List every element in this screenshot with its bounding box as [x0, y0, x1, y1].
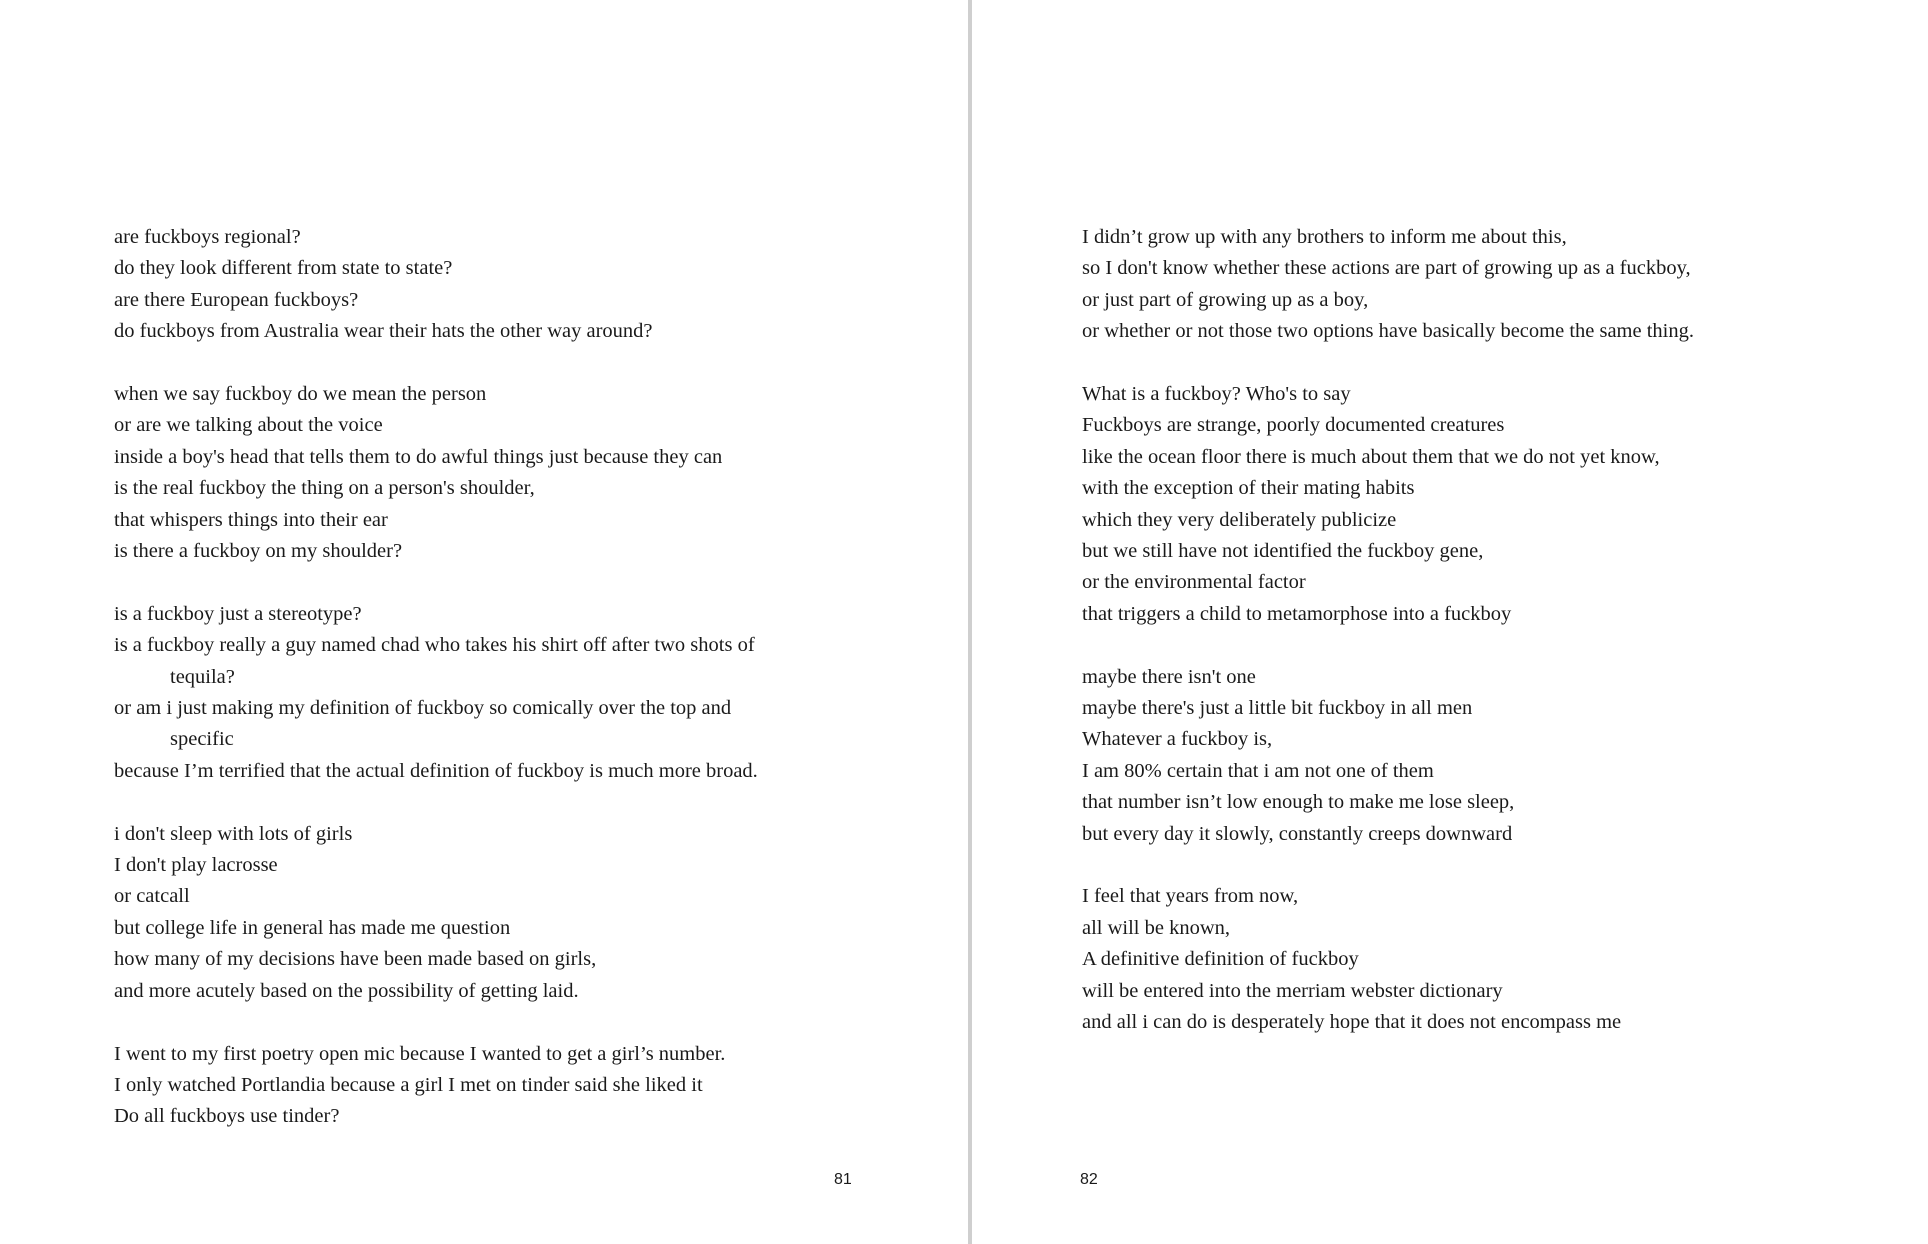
poem-line: or the environmental factor: [1082, 571, 1306, 594]
poem-line: What is a fuckboy? Who's to say: [1082, 383, 1351, 406]
poem-line: I didn’t grow up with any brothers to inform me about this,: [1082, 226, 1567, 248]
poem-stanza: [1082, 379, 1694, 630]
poem-line: or am i just making my definition of fuckboy so comically over the top and: [114, 697, 732, 720]
poem-line: Fuckboys are strange, poorly documented creatures: [1082, 414, 1505, 437]
poem-stanza: [1082, 222, 1694, 348]
poem-line: so I don't know whether these actions are part of growing up as a fuckboy,: [1082, 257, 1691, 280]
poem-line: but college life in general has made me question: [114, 916, 511, 939]
right-page: [972, 0, 1928, 1244]
poem-line: which they very deliberately publicize: [1082, 508, 1397, 531]
poem-line: or catcall: [114, 885, 190, 908]
poem-line: all will be known,: [1082, 916, 1231, 939]
poem-line: I went to my first poetry open mic because I wanted to get a girl’s number.: [114, 1042, 726, 1065]
left-page-text: [114, 222, 758, 1133]
poem-line-continuation: specific: [170, 728, 234, 751]
poem-line: are fuckboys regional?: [114, 226, 301, 248]
poem-line: that number isn’t low enough to make me lose sleep,: [1082, 791, 1515, 814]
poem-line: is the real fuckboy the thing on a person's shoulder,: [114, 477, 535, 500]
poem-line: or whether or not those two options have basically become the same thing.: [1082, 320, 1694, 343]
poem-stanza: [114, 819, 758, 1007]
poem-line: with the exception of their mating habits: [1082, 477, 1415, 500]
poem-line: inside a boy's head that tells them to do awful things just because they can: [114, 445, 723, 468]
poem-line: that triggers a child to metamorphose into a fuckboy: [1082, 602, 1512, 625]
poem-line: but we still have not identified the fuckboy gene,: [1082, 540, 1484, 563]
left-page-number: 81: [834, 1171, 852, 1188]
poem-line: I only watched Portlandia because a girl I met on tinder said she liked it: [114, 1073, 703, 1096]
right-page-number: 82: [1080, 1171, 1098, 1188]
poem-line: maybe there isn't one: [1082, 665, 1256, 688]
poem-line: but every day it slowly, constantly creeps downward: [1082, 822, 1513, 845]
poem-line: and all i can do is desperately hope that it does not encompass me: [1082, 1011, 1622, 1034]
poem-line: i don't sleep with lots of girls: [114, 822, 353, 845]
poem-line: that whispers things into their ear: [114, 508, 388, 531]
poem-line: is there a fuckboy on my shoulder?: [114, 540, 403, 563]
poem-stanza: [114, 379, 758, 567]
poem-stanza: [1082, 881, 1694, 1038]
poem-line: I feel that years from now,: [1082, 885, 1299, 908]
poem-line: I am 80% certain that i am not one of them: [1082, 759, 1434, 782]
right-page-text: [1082, 222, 1694, 1039]
poem-stanza: [114, 222, 758, 348]
poem-line: maybe there's just a little bit fuckboy in all men: [1082, 697, 1473, 720]
poem-line: do they look different from state to state?: [114, 257, 453, 280]
poem-line: or just part of growing up as a boy,: [1082, 288, 1369, 311]
poem-line: like the ocean floor there is much about them that we do not yet know,: [1082, 445, 1660, 468]
poem-line: and more acutely based on the possibility of getting laid.: [114, 979, 579, 1002]
poem-line: are there European fuckboys?: [114, 288, 359, 311]
poem-stanza: [114, 1039, 758, 1133]
poem-line: when we say fuckboy do we mean the person: [114, 383, 487, 406]
poem-stanza: [1082, 662, 1694, 850]
poem-stanza: [114, 599, 758, 787]
poem-line: Do all fuckboys use tinder?: [114, 1105, 340, 1128]
poem-line: or are we talking about the voice: [114, 414, 383, 437]
poem-line: is a fuckboy just a stereotype?: [114, 602, 362, 625]
poem-line: is a fuckboy really a guy named chad who takes his shirt off after two shots of: [114, 634, 755, 657]
poem-line-continuation: tequila?: [170, 665, 235, 688]
poem-line: because I’m terrified that the actual definition of fuckboy is much more broad.: [114, 759, 758, 782]
poem-line: how many of my decisions have been made based on girls,: [114, 948, 597, 971]
poem-line: A definitive definition of fuckboy: [1082, 948, 1359, 971]
poem-line: will be entered into the merriam webster dictionary: [1082, 979, 1503, 1002]
poem-line: Whatever a fuckboy is,: [1082, 728, 1273, 751]
poem-line: I don't play lacrosse: [114, 854, 278, 877]
poem-line: do fuckboys from Australia wear their hats the other way around?: [114, 320, 653, 343]
